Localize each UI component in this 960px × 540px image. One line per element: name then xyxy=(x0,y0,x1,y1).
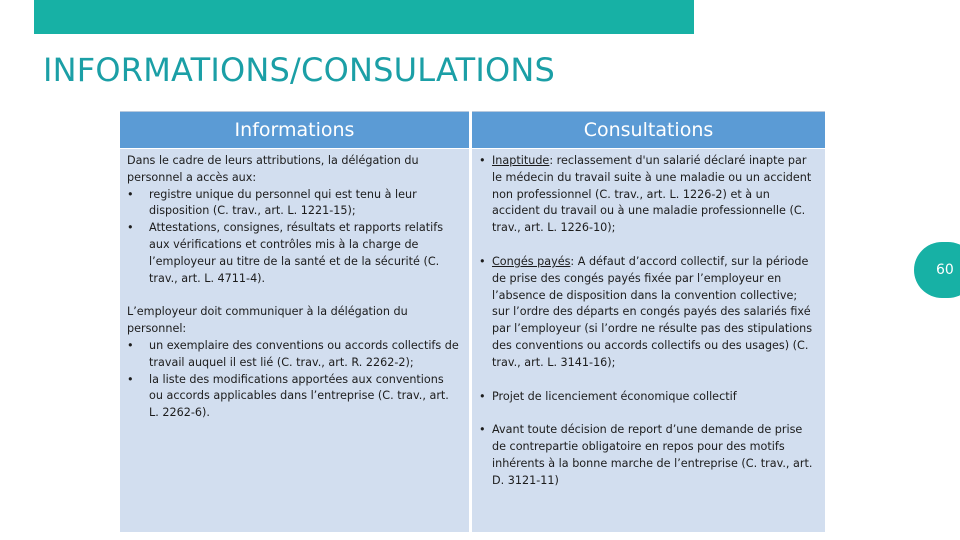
consultations-list xyxy=(479,153,817,490)
header-informations: Informations xyxy=(120,111,469,148)
header-consultations: Consultations xyxy=(472,111,825,148)
informations-list-2 xyxy=(127,338,461,422)
informations-intro-2: L’employeur doit communiquer à la délégation du personnel: xyxy=(127,305,408,336)
list-item xyxy=(479,422,817,489)
item-text: : reclassement d'un salarié déclaré inapte par le médecin du travail suite à une maladie ou un accident non professionnel (C. trav., art. L. 1226-2) et à un accident du travail ou à une maladie professionnelle (C. trav., art. L. 1226-10); xyxy=(492,154,812,235)
item-text: Projet de licenciement économique collectif xyxy=(492,389,737,403)
list-item: • registre unique du personnel qui est tenu à leur disposition (C. trav., art. L. 1221-15); xyxy=(127,187,461,221)
item-text: : A défaut d’accord collectif, sur la période de prise des congés payés fixée par l’employeur en l’absence de disposition dans la convention collective; sur l’ordre des départs en congés payés des salariés fixé par l’employeur (si l’ordre ne résulte pas des stipulations des conventions ou accords collectifs ou des usages) (C. trav., art. L. 3141-16); xyxy=(492,254,813,369)
consultations-cell xyxy=(472,149,825,532)
list-item: • la liste des modifications apportées aux conventions ou accords applicables dans l’entreprise (C. trav., art. L. 2262-6). xyxy=(127,372,461,422)
top-accent-bar xyxy=(34,0,694,34)
informations-cell xyxy=(120,149,469,532)
info-consultation-table xyxy=(120,111,825,532)
consultations-column xyxy=(472,111,825,532)
page-number-badge xyxy=(914,242,960,298)
item-text: Avant toute décision de report d’une demande de prise de contrepartie obligatoire en repos pour des motifs inhérents à la bonne marche de l’entreprise (C. trav., art. D. 3121-11) xyxy=(492,423,813,487)
page-title: INFORMATIONS/CONSULATIONS xyxy=(43,51,556,89)
term-inaptitude: Inaptitude xyxy=(492,154,550,167)
list-item: • Attestations, consignes, résultats et rapports relatifs aux vérifications et contrôles mis à la charge de l’employeur au titre de la santé et de la sécurité (C. trav., art. L. 4711-4). xyxy=(127,220,461,287)
term-conges-payes: Congés payés xyxy=(492,254,571,268)
list-item xyxy=(479,389,817,406)
informations-list-1 xyxy=(127,187,461,288)
informations-intro-1: Dans le cadre de leurs attributions, la délégation du personnel a accès aux: xyxy=(127,154,419,184)
list-item xyxy=(479,153,817,237)
informations-column xyxy=(120,111,469,532)
page-number: 60 xyxy=(936,262,954,278)
list-item: • un exemplaire des conventions ou accords collectifs de travail auquel il est lié (C. trav., art. R. 2262-2); xyxy=(127,338,461,372)
list-item xyxy=(479,254,817,372)
